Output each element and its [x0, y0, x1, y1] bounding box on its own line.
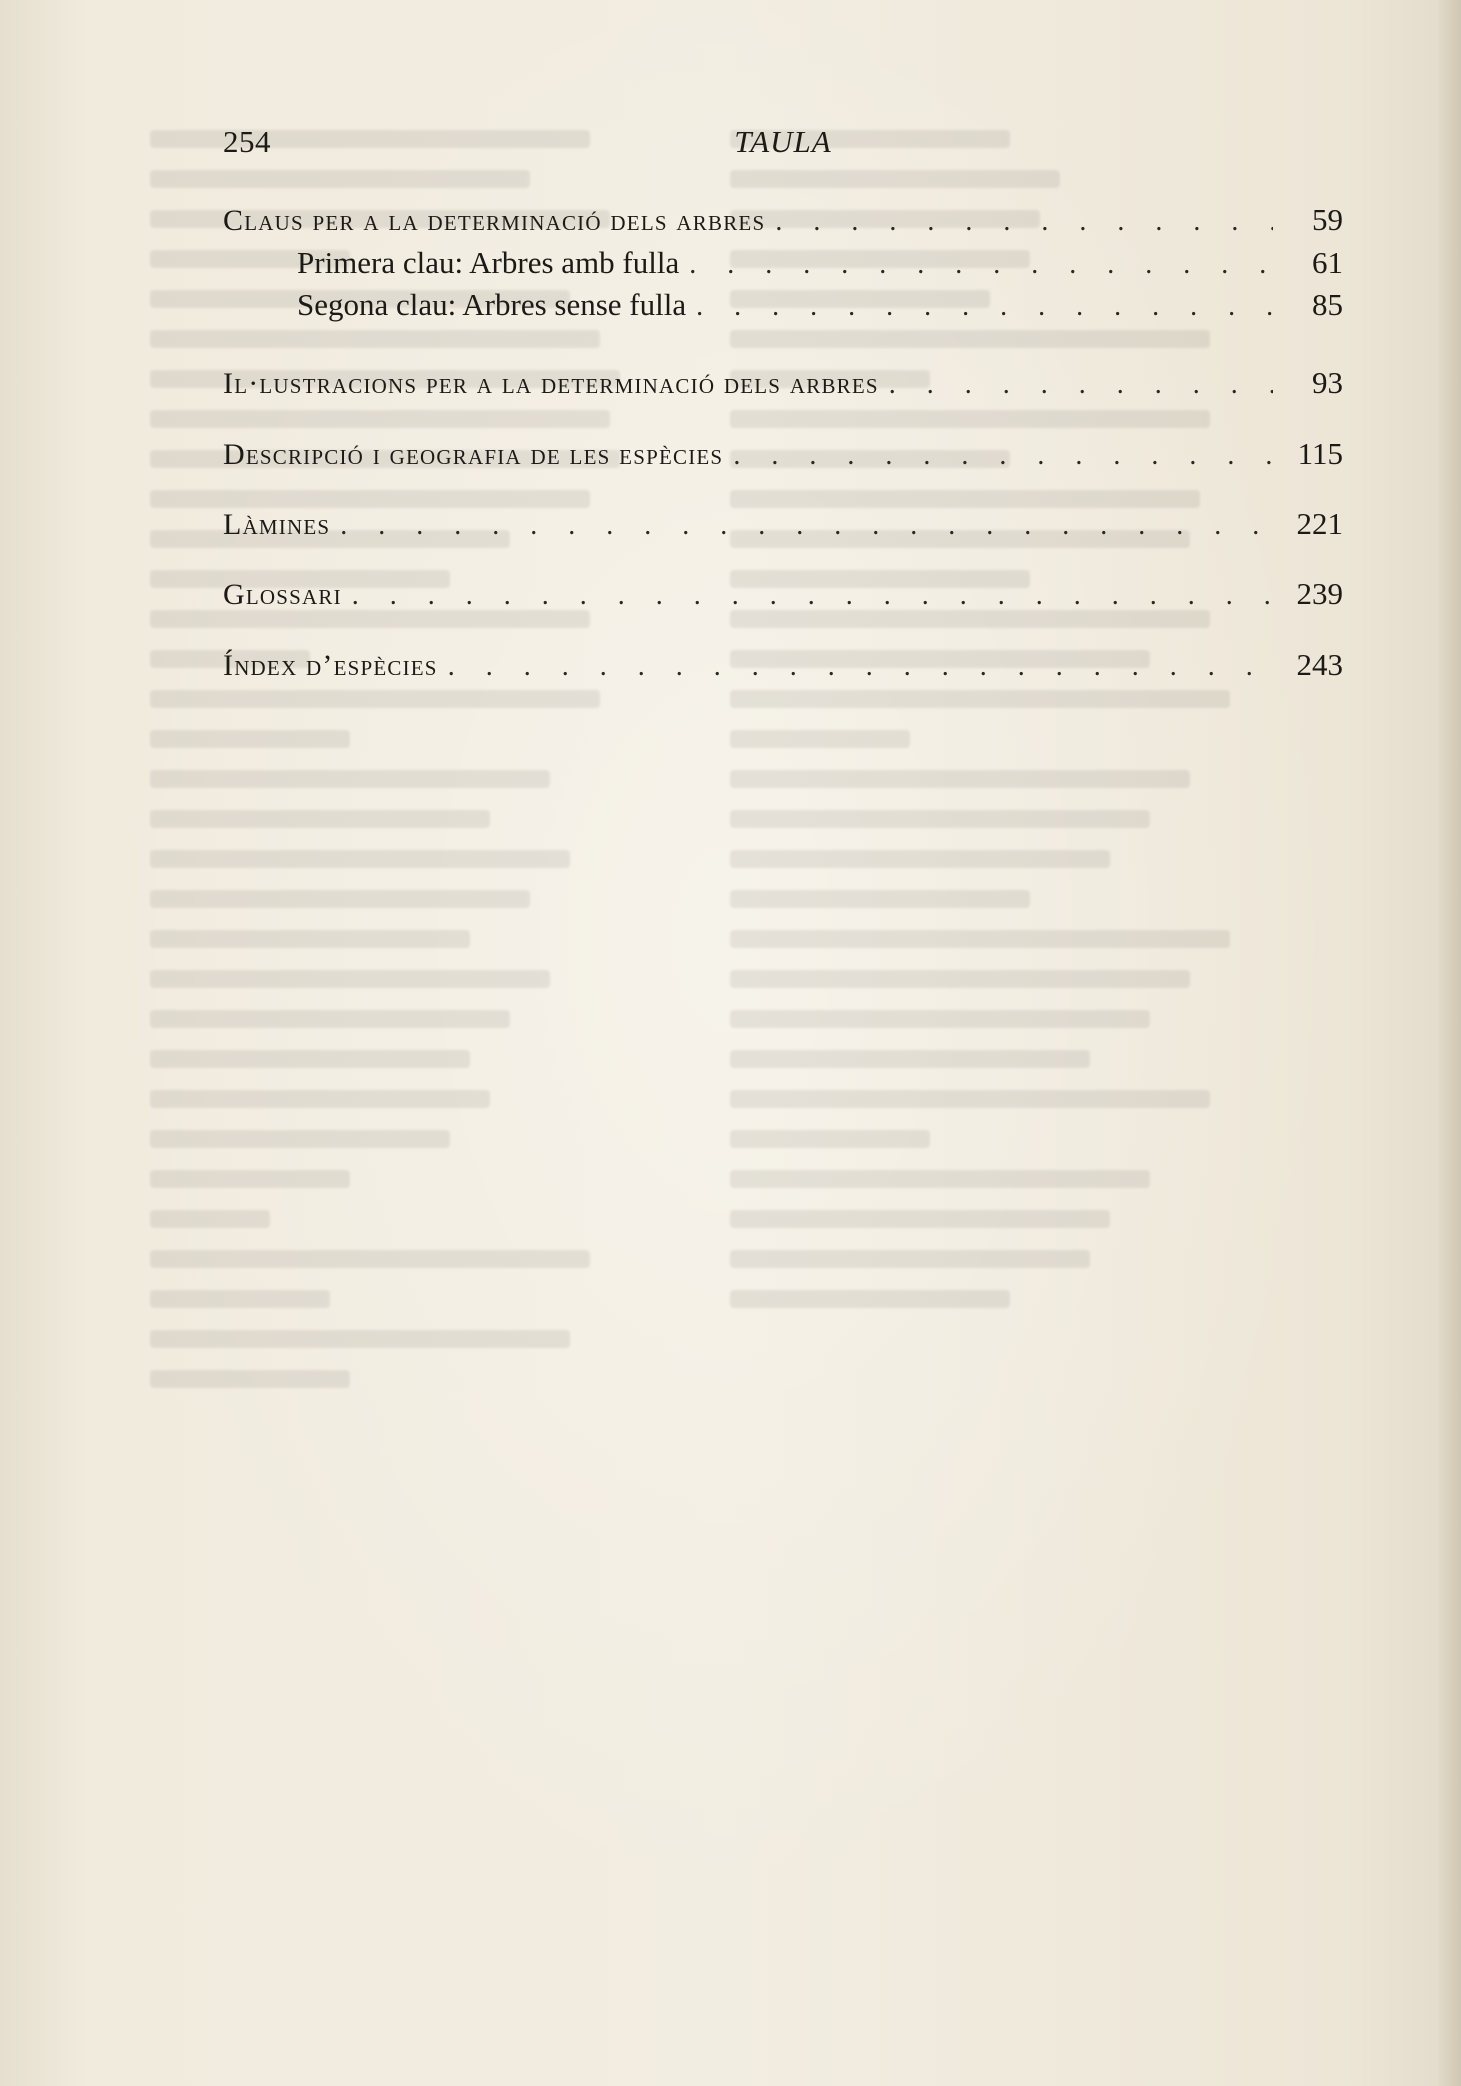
- dot-leader: [723, 436, 1273, 476]
- toc-entry-label: Primera clau: Arbres amb fulla: [297, 245, 680, 280]
- page-edge-shadow: [1437, 0, 1461, 2086]
- running-title: TAULA: [734, 124, 832, 159]
- toc-entry-lamines: [223, 504, 1343, 544]
- dot-leader: [438, 647, 1273, 687]
- toc-entry-page: 243: [1296, 647, 1343, 682]
- toc-entry-illustracions: [223, 363, 1343, 403]
- toc-entry-page: 115: [1297, 436, 1343, 471]
- toc-entry-label: Làmines: [223, 508, 331, 541]
- dot-leader: [686, 287, 1273, 327]
- table-of-contents: [223, 200, 1343, 720]
- toc-entry-label: Il·lustracions per a la determinació dels arbres: [223, 367, 879, 400]
- toc-entry-glossari: [223, 574, 1343, 614]
- toc-entry-page: 93: [1312, 365, 1343, 400]
- toc-entry-label: Descripció i geografia de les espècies: [223, 438, 724, 471]
- toc-entry-label: Segona clau: Arbres sense fulla: [297, 287, 687, 322]
- toc-entry-descripcio: [223, 434, 1343, 474]
- toc-entry-claus: [223, 200, 1343, 240]
- toc-entry-label: Glossari: [223, 578, 342, 611]
- dot-leader: [765, 202, 1273, 242]
- dot-leader: [330, 506, 1273, 546]
- toc-entry-page: 239: [1296, 576, 1343, 611]
- toc-entry-page: 59: [1312, 202, 1343, 237]
- dot-leader: [679, 245, 1273, 285]
- running-header: [223, 124, 1343, 168]
- dot-leader: [342, 576, 1273, 616]
- toc-entry-label: Índex d’espècies: [223, 649, 438, 682]
- toc-entry-label: Claus per a la determinació dels arbres: [223, 204, 766, 237]
- page-number: 254: [223, 124, 271, 159]
- dot-leader: [879, 365, 1273, 405]
- toc-entry-index: [223, 645, 1343, 685]
- toc-entry-page: 85: [1312, 287, 1343, 322]
- toc-entry-page: 61: [1312, 245, 1343, 280]
- toc-entry-primera-clau: [297, 243, 1343, 283]
- toc-entry-segona-clau: [297, 285, 1343, 325]
- toc-entry-page: 221: [1296, 506, 1343, 541]
